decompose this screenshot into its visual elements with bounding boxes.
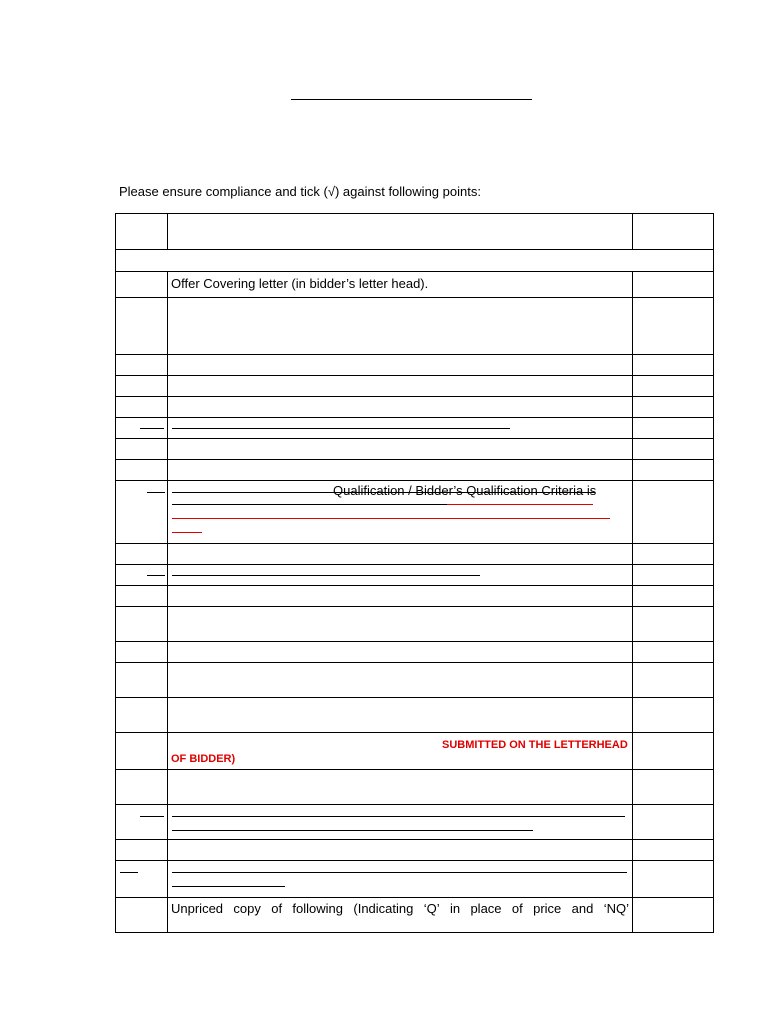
table-row-struck xyxy=(116,481,714,544)
tick-cell[interactable] xyxy=(633,607,714,642)
unpriced-word: Unpriced xyxy=(171,901,224,916)
strikethrough-line xyxy=(172,872,627,873)
tick-cell[interactable] xyxy=(633,565,714,586)
of-bidder-text: OF BIDDER) xyxy=(171,753,236,765)
tick-cell[interactable] xyxy=(633,418,714,439)
table-row xyxy=(116,642,714,663)
strikethrough-line xyxy=(147,575,165,576)
unpriced-word: ‘NQ’ xyxy=(603,901,629,916)
instruction-text: Please ensure compliance and tick (√) against following points: xyxy=(119,184,481,199)
table-row xyxy=(116,376,714,397)
tick-cell[interactable] xyxy=(633,840,714,861)
strikethrough-line xyxy=(172,830,533,831)
table-row xyxy=(116,298,714,355)
tick-cell[interactable] xyxy=(633,642,714,663)
tick-cell[interactable] xyxy=(633,861,714,898)
strikethrough-line xyxy=(172,886,285,887)
table-row xyxy=(116,733,714,770)
unpriced-word: of xyxy=(511,901,523,916)
tick-cell[interactable] xyxy=(633,397,714,418)
strikethrough-line xyxy=(172,816,625,817)
unpriced-word: place xyxy=(470,901,502,916)
unpriced-word: copy xyxy=(233,901,261,916)
tick-cell[interactable] xyxy=(633,898,714,933)
submitted-letterhead-text: SUBMITTED ON THE LETTERHEAD xyxy=(442,739,628,751)
table-row xyxy=(116,770,714,805)
strikethrough-line-red xyxy=(447,504,593,505)
table-row xyxy=(116,898,714,933)
strikethrough-line xyxy=(172,492,595,493)
offer-letter-text: Offer Covering letter (in bidder’s letter head). xyxy=(171,276,429,291)
title-underline xyxy=(291,99,532,100)
unpriced-copy-text xyxy=(171,901,629,916)
qualification-text: Qualification / Bidder’s Qualification Criteria is xyxy=(333,483,597,498)
tick-cell[interactable] xyxy=(633,770,714,805)
tick-cell[interactable] xyxy=(633,698,714,733)
unpriced-word: ‘Q’ xyxy=(423,901,440,916)
table-row-struck xyxy=(116,861,714,898)
tick-cell[interactable] xyxy=(633,733,714,770)
tick-cell[interactable] xyxy=(633,298,714,355)
table-row xyxy=(116,698,714,733)
table-row xyxy=(116,607,714,642)
unpriced-word: of xyxy=(271,901,283,916)
table-row-struck xyxy=(116,565,714,586)
table-header-row xyxy=(116,214,714,250)
table-row xyxy=(116,460,714,481)
tick-cell[interactable] xyxy=(633,214,714,250)
unpriced-word: (Indicating xyxy=(353,901,414,916)
table-row xyxy=(116,586,714,607)
table-row-struck xyxy=(116,418,714,439)
table-row xyxy=(116,439,714,460)
table-row xyxy=(116,355,714,376)
tick-cell[interactable] xyxy=(633,544,714,565)
table-row xyxy=(116,544,714,565)
strikethrough-line xyxy=(120,872,138,873)
unpriced-word: and xyxy=(571,901,594,916)
tick-cell[interactable] xyxy=(633,586,714,607)
tick-cell[interactable] xyxy=(633,663,714,698)
strikethrough-line xyxy=(147,492,165,493)
unpriced-word: price xyxy=(533,901,562,916)
strikethrough-line xyxy=(172,504,447,505)
tick-cell[interactable] xyxy=(633,376,714,397)
table-row xyxy=(116,663,714,698)
tick-cell[interactable] xyxy=(633,805,714,840)
strikethrough-line xyxy=(172,428,510,429)
strikethrough-line-red xyxy=(172,518,610,519)
tick-cell[interactable] xyxy=(633,355,714,376)
strikethrough-line-red xyxy=(172,532,202,533)
section-row xyxy=(116,250,714,272)
tick-cell[interactable] xyxy=(633,460,714,481)
unpriced-word: in xyxy=(449,901,461,916)
table-row xyxy=(116,397,714,418)
unpriced-word: following xyxy=(292,901,344,916)
table-row xyxy=(116,272,714,298)
compliance-checklist-table xyxy=(115,213,714,933)
strikethrough-line xyxy=(172,575,480,576)
tick-cell[interactable] xyxy=(633,272,714,298)
strikethrough-line xyxy=(140,428,164,429)
table-row-struck xyxy=(116,805,714,840)
strikethrough-line xyxy=(140,816,164,817)
table-row xyxy=(116,840,714,861)
tick-cell[interactable] xyxy=(633,481,714,544)
tick-cell[interactable] xyxy=(633,439,714,460)
